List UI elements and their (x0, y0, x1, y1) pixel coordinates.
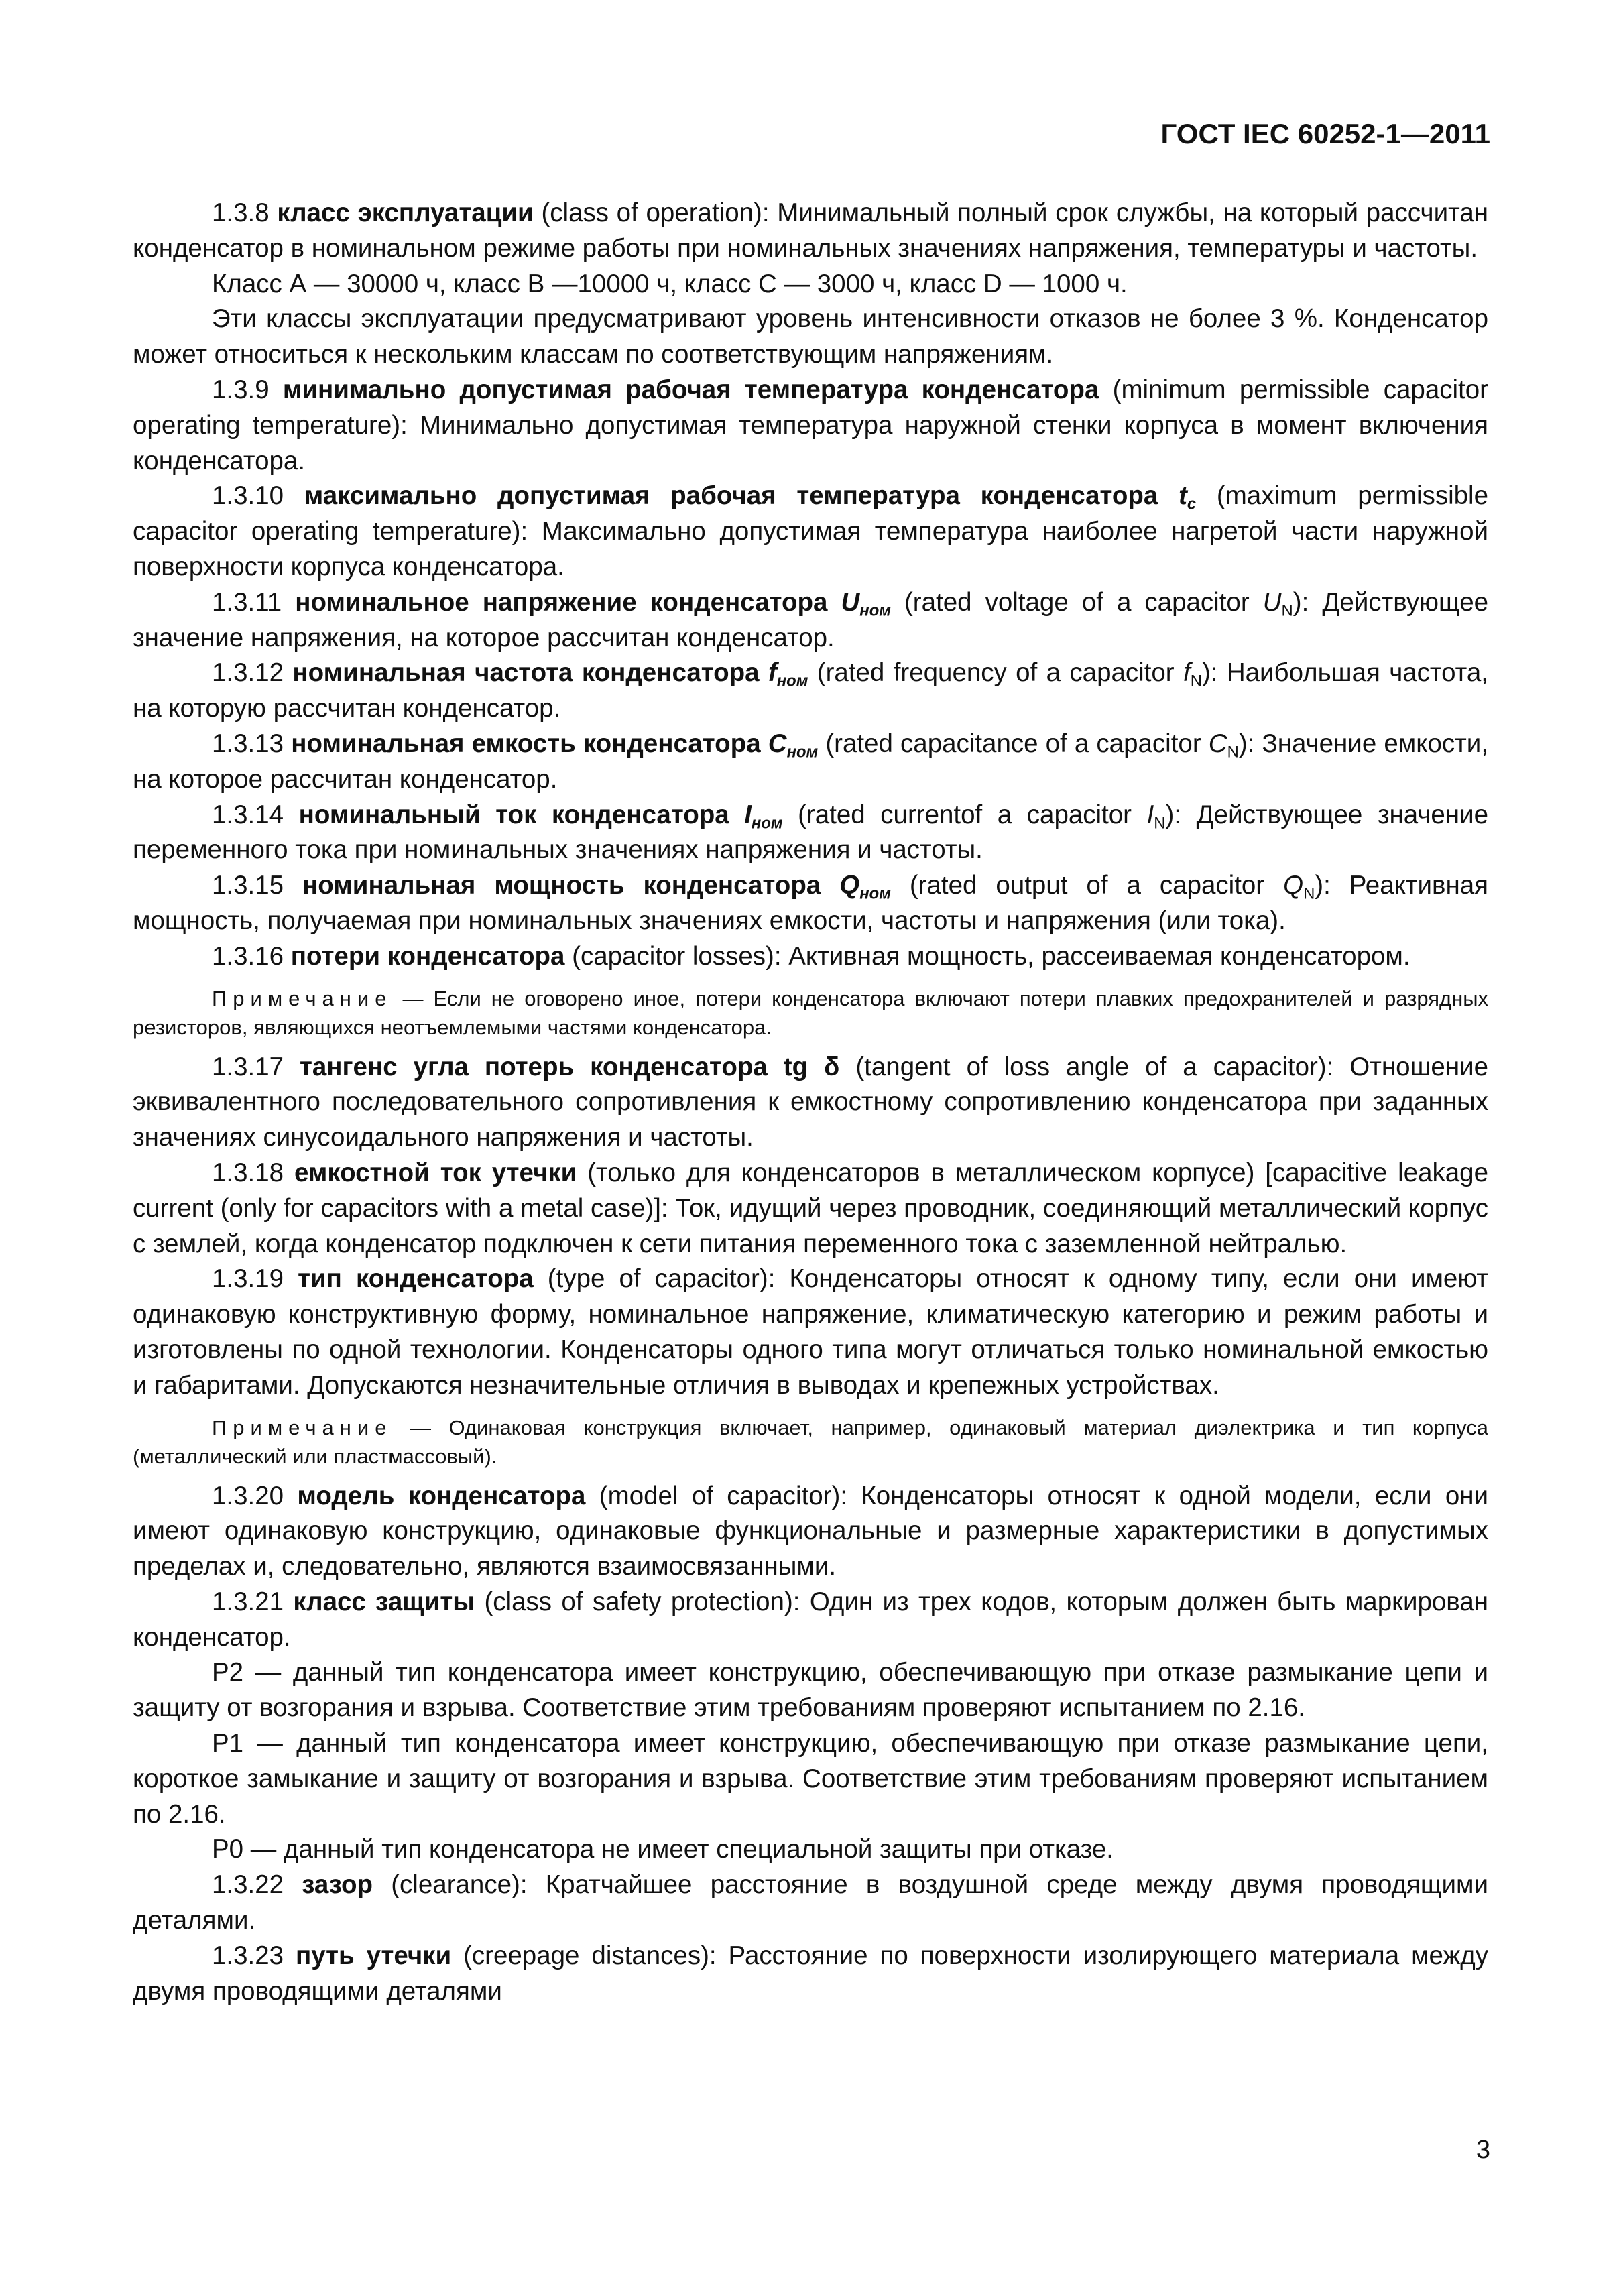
clause-text: (rated output of a capacitor (890, 871, 1284, 900)
clause-text: (clearance): Кратчайшее расстояние в воздушной среде между двумя проводящими деталями. (133, 1870, 1488, 1935)
english-symbol-subscript: N (1154, 814, 1166, 833)
english-symbol: U (1262, 587, 1282, 617)
clause-text: (только для конденсаторов в металлическом корпусе) [capacitive leakage current (only for capacitors with a metal case)]: Ток, идущий через проводник, соединяющий металлический корпус с землей, когда конденсатор подключен к сети питания переменного тока с заземленной нейтралью. (133, 1158, 1488, 1258)
protection-class-p1: Р1 — данный тип конденсатора имеет конструкцию, обеспечивающую при отказе размыкание цепи, короткое замыкание и защиту от возгорания и взрыва. Соответствие этим требованиям проверяют испытанием по 2.16. (133, 1729, 1488, 1829)
clause-number: 1.3.17 (212, 1052, 284, 1081)
clause-1-3-18 (133, 1156, 1488, 1262)
clause-text: ): Значение емкости, на которое рассчитан конденсатор. (133, 729, 1489, 794)
clause-symbol: C (768, 729, 787, 758)
clause-number: 1.3.16 (212, 941, 284, 971)
english-symbol: I (1146, 800, 1154, 829)
clause-symbol: I (744, 800, 752, 829)
clause-term: номинальная мощность конденсатора (302, 871, 821, 900)
page-number: 3 (1476, 2136, 1490, 2164)
clause-text: (rated currentof a capacitor (782, 800, 1147, 829)
clause-1-3-8 (133, 196, 1488, 267)
clause-number: 1.3.8 (212, 198, 269, 227)
clause-1-3-10 (133, 479, 1488, 585)
clause-text: ): Действующее значение переменного тока при номинальных значениях напряжения и частоты. (133, 800, 1488, 865)
clause-number: 1.3.18 (212, 1158, 284, 1187)
clause-text: (rated voltage of a capacitor (890, 587, 1263, 617)
protection-class-p2: Р2 — данный тип конденсатора имеет конструкцию, обеспечивающую при отказе размыкание цепи и защиту от возгорания и взрыва. Соответствие этим требованиям проверяют испытанием по 2.16. (133, 1658, 1488, 1723)
clause-term: модель конденсатора (297, 1481, 586, 1510)
clause-number: 1.3.20 (212, 1481, 284, 1510)
clause-term: максимально допустимая рабочая температура конденсатора (304, 481, 1158, 511)
clause-number: 1.3.14 (212, 800, 284, 829)
clause-text: ): Реактивная мощность, получаемая при номинальных значениях емкости, частоты и напряжения (или тока). (133, 871, 1488, 935)
english-symbol: Q (1283, 871, 1304, 900)
clause-term: номинальная частота конденсатора (292, 658, 760, 688)
clause-text: (class of operation): Минимальный полный срок службы, на который рассчитан конденсатор в номинальном режиме работы при номинальных значениях напряжения, температуры и частоты. (133, 198, 1488, 263)
english-symbol: C (1208, 729, 1227, 758)
clause-number: 1.3.19 (212, 1264, 284, 1294)
clause-1-3-17 (133, 1050, 1488, 1156)
clause-1-3-19 (133, 1262, 1488, 1403)
clause-term: класс эксплуатации (277, 198, 534, 227)
english-symbol-subscript: N (1227, 743, 1239, 762)
clause-term: зазор (302, 1870, 373, 1900)
clause-1-3-22 (133, 1868, 1488, 1939)
clause-text: (model of capacitor): Конденсаторы относят к одной модели, если они имеют одинаковую конструкцию, одинаковые функциональные и размерные характеристики в допустимых пределах и, следовательно, являются взаимосвязанными. (133, 1481, 1488, 1581)
clause-number: 1.3.13 (212, 729, 284, 758)
clause-1-3-15 (133, 868, 1488, 939)
clause-symbol-subscript: ном (751, 814, 783, 833)
clause-term: тип конденсатора (298, 1264, 534, 1294)
document-id-header: ГОСТ IEC 60252-1—2011 (1160, 118, 1490, 149)
clause-text: (maximum permissible capacitor operating temperature): Максимально допустимая температура наиболее нагретой части наружной поверхности корпуса конденсатора. (133, 481, 1488, 581)
clause-symbol-subscript: c (1187, 495, 1197, 513)
clause-text: (type of capacitor): Конденсаторы относят к одному типу, если они имеют одинаковую конструктивную форму, номинальное напряжение, климатическую категорию и режим работы и изготовлены по одной технологии. Конденсаторы одного типа могут отличаться только номинальной емкостью и габаритами. Допускаются незначительные отличия в выводах и крепежных устройствах. (133, 1264, 1489, 1400)
clause-number: 1.3.10 (212, 481, 284, 511)
class-description-paragraph: Эти классы эксплуатации предусматривают уровень интенсивности отказов не более 3 %. Конденсатор может относиться к нескольким классам по соответствующим напряжениям. (133, 304, 1488, 369)
clause-1-3-16 (133, 939, 1488, 975)
clause-1-3-20 (133, 1479, 1488, 1585)
clause-number: 1.3.21 (212, 1587, 284, 1616)
clause-symbol-subscript: ном (859, 601, 891, 620)
clause-1-3-9 (133, 373, 1488, 479)
clause-number: 1.3.9 (212, 375, 269, 404)
clause-text: ): Действующее значение напряжения, на которое рассчитан конденсатор. (133, 587, 1489, 652)
clause-term: номинальное напряжение конденсатора (295, 587, 828, 617)
document-body (133, 196, 1488, 2009)
clause-symbol-subscript: ном (776, 672, 808, 690)
clause-text: (tangent of loss angle of a capacitor): Отношение эквивалентного последовательного сопротивления к емкостному сопротивлению конденсатора при заданных значениях синусоидального напряжения и частоты. (133, 1052, 1489, 1152)
note-label: Примечание (212, 986, 393, 1010)
clause-text: (rated frequency of a capacitor (808, 658, 1183, 688)
protection-class-p0: Р0 — данный тип конденсатора не имеет специальной защиты при отказе. (212, 1835, 1114, 1864)
clause-symbol: f (768, 658, 777, 688)
clause-text: ): Наибольшая частота, на которую рассчитан конденсатор. (133, 658, 1488, 723)
clause-number: 1.3.12 (212, 658, 284, 688)
clause-number: 1.3.22 (212, 1870, 284, 1900)
note-construction (133, 1413, 1488, 1471)
clause-1-3-21 (133, 1585, 1488, 1656)
clause-symbol: t (1179, 481, 1187, 511)
clause-1-3-14 (133, 798, 1488, 869)
clause-term: класс защиты (293, 1587, 475, 1616)
clause-symbol-subscript: ном (786, 743, 819, 762)
english-symbol-subscript: N (1281, 601, 1293, 620)
english-symbol-subscript: N (1303, 884, 1315, 903)
clause-number: 1.3.15 (212, 871, 284, 900)
note-losses (133, 984, 1488, 1042)
english-symbol: f (1183, 658, 1191, 688)
clause-term: потери конденсатора (290, 941, 565, 971)
clause-term: номинальный ток конденсатора (298, 800, 729, 829)
note-label: Примечание (212, 1415, 393, 1439)
clause-term: путь утечки (296, 1941, 452, 1970)
clause-text: (rated capacitance of a capacitor (818, 729, 1209, 758)
note-text: — Если не оговорено иное, потери конденсатора включают потери плавких предохранителей и разрядных резисторов, являющихся неотъемлемыми частями конденсатора. (133, 986, 1488, 1039)
clause-text: (minimum permissible capacitor operating temperature): Минимально допустимая температура наружной стенки корпуса в момент включения конденсатора. (133, 375, 1488, 475)
clause-text: (creepage distances): Расстояние по поверхности изолирующего материала между двумя проводящими деталями (133, 1941, 1488, 2006)
clause-symbol: Q (839, 871, 860, 900)
clause-1-3-11 (133, 585, 1488, 656)
clause-text: (class of safety protection): Один из трех кодов, которым должен быть маркирован конденсатор. (133, 1587, 1488, 1652)
note-text: — Одинаковая конструкция включает, например, одинаковый материал диэлектрика и тип корпуса (металлический или пластмассовый). (133, 1415, 1488, 1468)
clause-symbol-subscript: ном (859, 884, 891, 903)
clause-number: 1.3.23 (212, 1941, 284, 1970)
clause-term: минимально допустимая рабочая температура конденсатора (282, 375, 1099, 404)
clause-1-3-12 (133, 656, 1488, 727)
clause-term: номинальная емкость конденсатора (291, 729, 761, 758)
clause-term: тангенс угла потерь конденсатора tg δ (300, 1052, 840, 1081)
english-symbol-subscript: N (1190, 672, 1202, 690)
clause-text: (capacitor losses): Активная мощность, рассеиваемая конденсатором. (564, 941, 1410, 971)
clause-term: емкостной ток утечки (294, 1158, 577, 1187)
clause-1-3-13 (133, 727, 1488, 798)
class-list-paragraph: Класс А — 30000 ч, класс В —10000 ч, класс С — 3000 ч, класс D — 1000 ч. (212, 269, 1128, 298)
clause-number: 1.3.11 (212, 587, 282, 617)
clause-symbol: U (841, 587, 860, 617)
clause-1-3-23 (133, 1939, 1488, 2010)
